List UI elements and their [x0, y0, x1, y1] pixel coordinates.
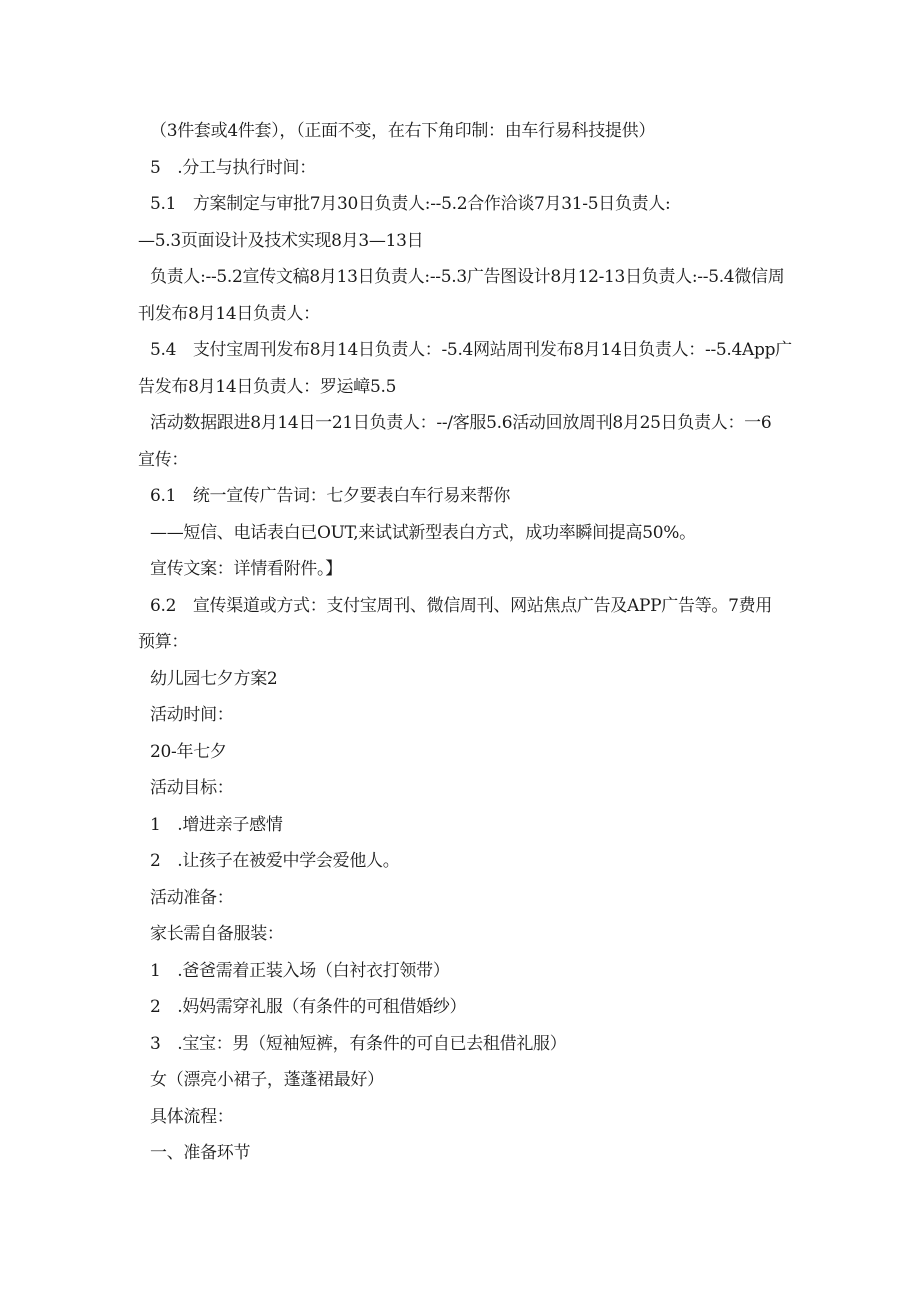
section-heading: 活动时间：	[150, 705, 234, 725]
text-line: 6.2 宣传渠道或方式：支付宝周刊、微信周刊、网站焦点广告及APP广告等。7费用	[150, 595, 773, 616]
text-line: 女（漂亮小裙子，蓬蓬裙最好）	[150, 1070, 384, 1090]
list-item: 1 .增进亲子感情	[150, 814, 283, 835]
text-line: 家长需自备服装：	[150, 924, 284, 944]
text-line: 20-年七夕	[150, 741, 227, 762]
list-item: 1 .爸爸需着正装入场（白衬衣打领带）	[150, 960, 450, 981]
text-line: （3件套或4件套），（正面不变，在右下角印制：由车行易科技提供）	[150, 121, 656, 141]
text-line: 活动数据跟进8月14日一21日负责人：--/客服5.6活动回放周刊8月25日负责人：一6	[150, 413, 772, 433]
text-line: 负责人:--5.2宣传文稿8月13日负责人:--5.3广告图设计8月12-13日负责人:--5.4微信周	[150, 267, 785, 287]
text-line: 6.1 统一宣传广告词：七夕要表白车行易来帮你	[150, 486, 511, 506]
document-title: 幼儿园七夕方案2	[150, 668, 278, 689]
text-line: 预算：	[138, 632, 189, 652]
text-line: 5.1 方案制定与审批7月30日负责人:--5.2合作洽谈7月31-5日负责人:	[150, 194, 671, 214]
text-line: 5.4 支付宝周刊发布8月14日负责人：-5.4网站周刊发布8月14日负责人：--5.4App广	[150, 340, 792, 360]
section-heading: 具体流程：	[150, 1106, 234, 1127]
section-heading: 活动准备：	[150, 887, 234, 908]
section-heading: 5 .分工与执行时间：	[150, 157, 316, 178]
text-line: —5.3页面设计及技术实现8月3—13日	[138, 230, 424, 251]
list-item: 2 .让孩子在被爱中学会爱他人。	[150, 851, 400, 871]
text-line: ——短信、电话表白已OUT,来试试新型表白方式，成功率瞬间提高50%。	[150, 522, 696, 543]
section-heading: 活动目标：	[150, 778, 234, 798]
list-item: 2 .妈妈需穿礼服（有条件的可租借婚纱）	[150, 997, 467, 1017]
text-line: 告发布8月14日负责人：罗运嶂5.5	[138, 376, 397, 397]
list-item: 3 .宝宝：男（短袖短裤，有条件的可自已去租借礼服）	[150, 1033, 567, 1054]
text-line: 宣传文案：详情看附件。】	[150, 559, 342, 579]
text-line: 刊发布8月14日负责人：	[138, 303, 320, 324]
section-heading: 一、准备环节	[150, 1143, 251, 1163]
section-heading: 宣传：	[138, 449, 189, 470]
document-body	[138, 113, 793, 1172]
